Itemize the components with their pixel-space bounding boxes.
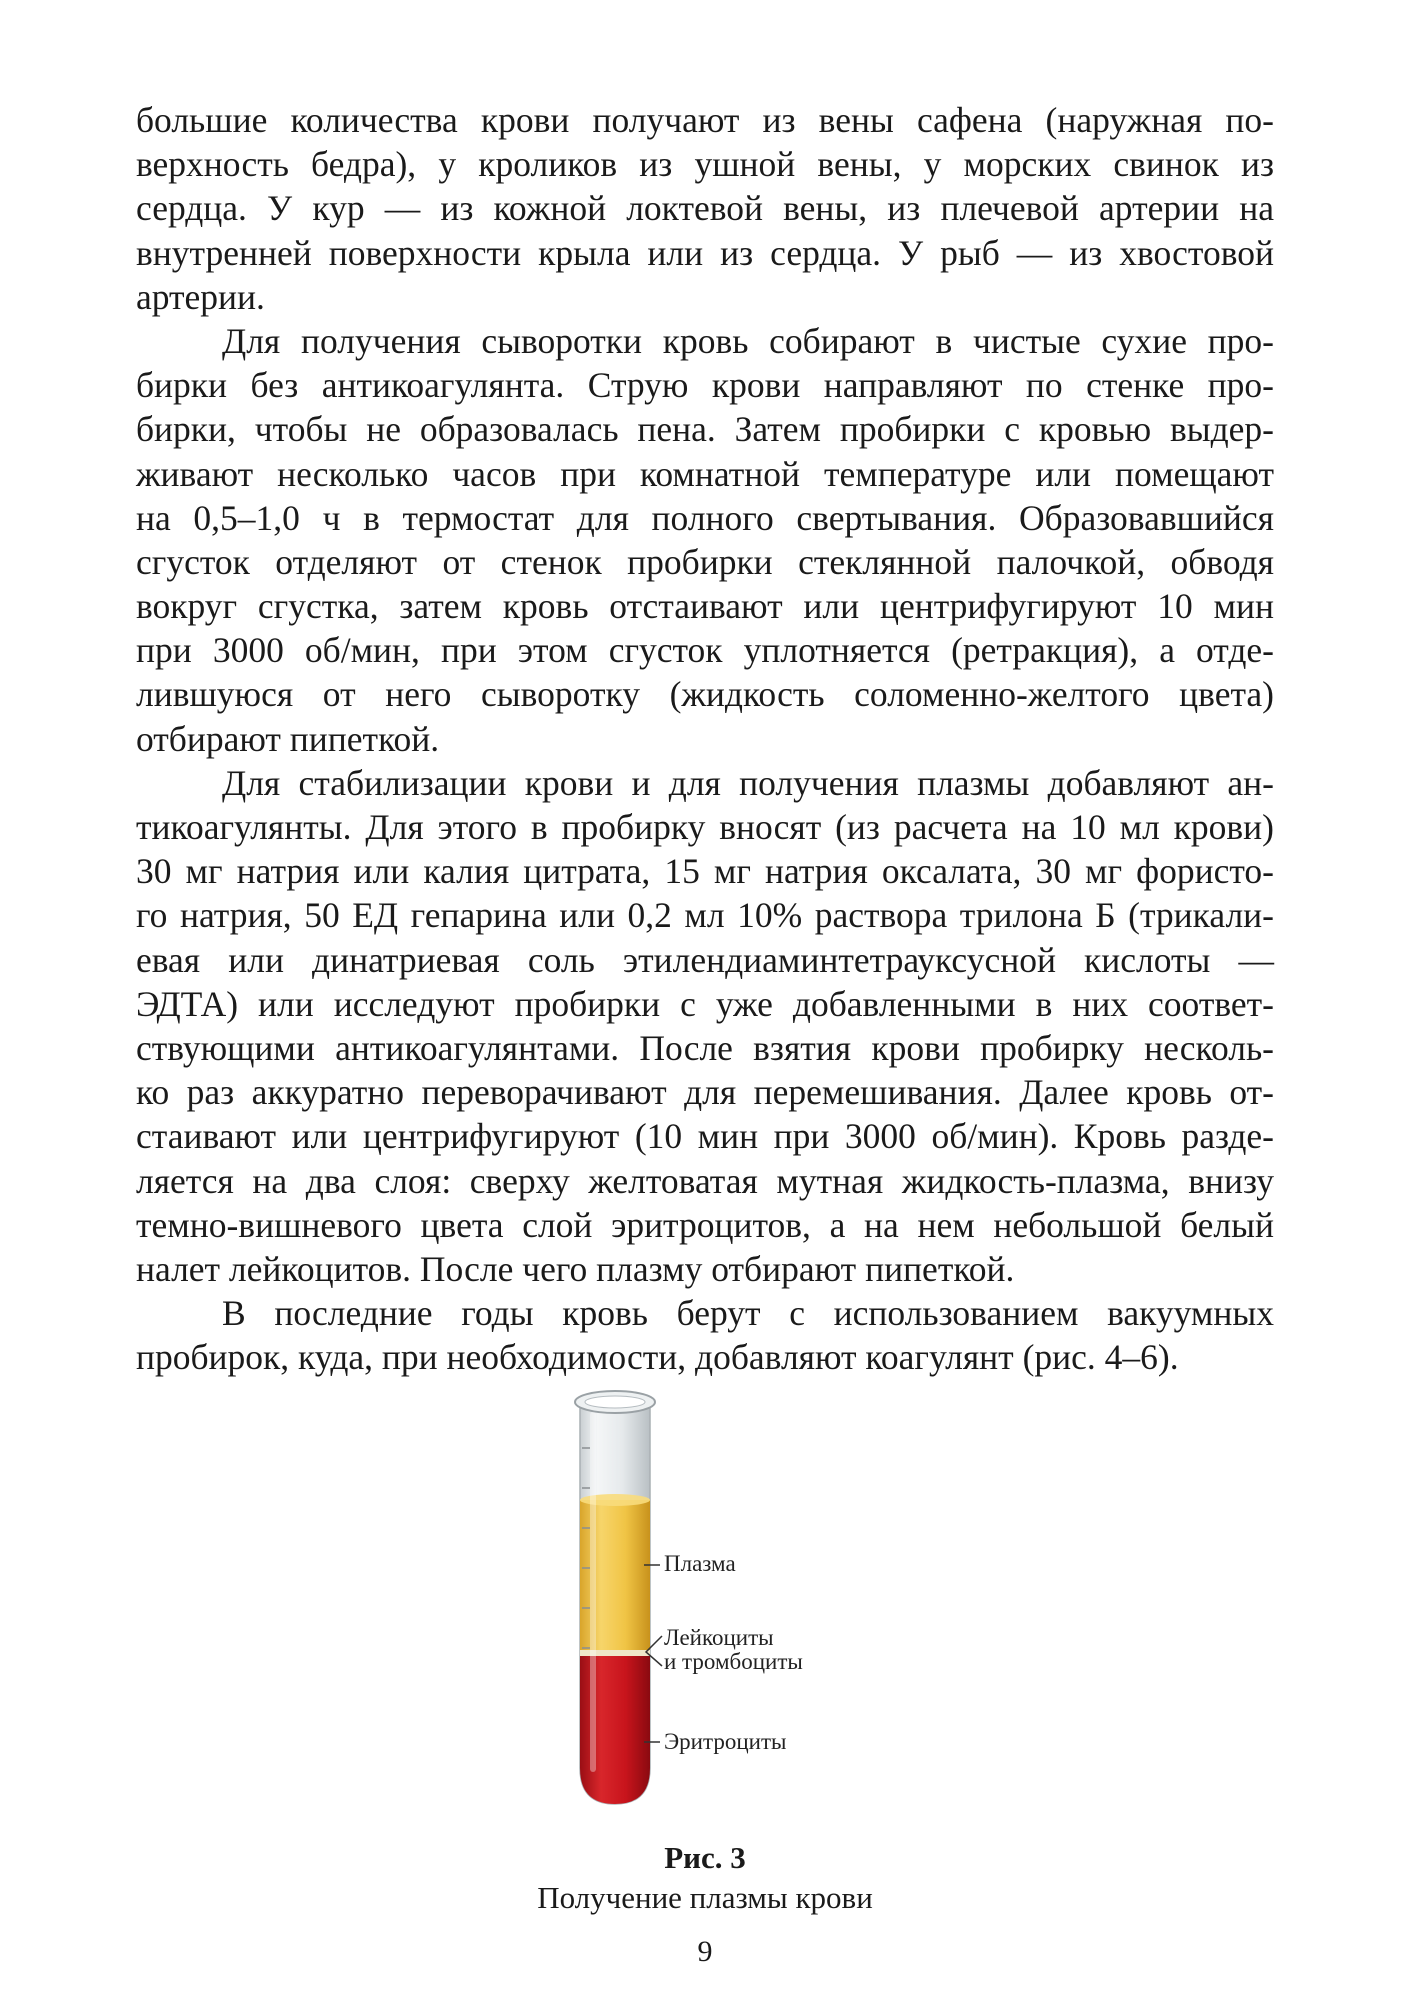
text-line: сердца. У кур — из кожной локтевой вены, из плечевой артерии на (136, 188, 1274, 229)
text-line: при 3000 об/мин, при этом сгусток уплотняется (ретракция), а отде- (136, 630, 1274, 671)
text-line: ко раз аккуратно переворачивают для перемешивания. Далее кровь от- (136, 1072, 1274, 1113)
text-line: ЭДТА) или исследуют пробирки с уже добавленными в них соответ- (136, 983, 1274, 1024)
text-line: артерии. (136, 276, 265, 317)
text-line: налет лейкоцитов. После чего плазму отбирают пипеткой. (136, 1248, 1015, 1289)
leukocytes-label: Лейкоциты (664, 1625, 774, 1650)
text-line: тикоагулянты. Для этого в пробирку вносят (из расчета на 10 мл крови) (136, 807, 1274, 847)
paragraph-3 (136, 761, 1274, 1291)
erythrocytes-label: Эритроциты (664, 1729, 787, 1754)
text-line: Для стабилизации крови и для получения плазмы добавляют ан- (222, 762, 1274, 803)
plasma-label: Плазма (664, 1551, 736, 1576)
text-line: живают несколько часов при комнатной температуре или помещают (136, 453, 1274, 494)
text-line: В последние годы кровь берут с использованием вакуумных (222, 1293, 1274, 1334)
figure-caption-title: Рис. 3 (664, 1840, 746, 1875)
text-line: го натрия, 50 ЕД гепарина или 0,2 мл 10% раствора трилона Б (трикали- (136, 895, 1274, 936)
text-line: верхность бедра), у кроликов из ушной вены, у морских свинок из (136, 144, 1274, 185)
text-line: ляется на два слоя: сверху желтоватая мутная жидкость-плазма, внизу (136, 1160, 1274, 1201)
page-body (136, 98, 1274, 1379)
text-line: ствующими антикоагулянтами. После взятия крови пробирку несколь- (136, 1027, 1274, 1068)
text-line: большие количества крови получают из вены сафена (наружная по- (136, 100, 1274, 140)
text-line: на 0,5–1,0 ч в термостат для полного свертывания. Образовавшийся (136, 497, 1274, 538)
text-line: отбирают пипеткой. (136, 718, 440, 759)
paragraph-1 (136, 98, 1274, 319)
text-line: пробирок, куда, при необходимости, добавляют коагулянт (рис. 4–6). (136, 1337, 1179, 1378)
paragraph-4 (136, 1291, 1274, 1379)
platelets-label: и тромбоциты (664, 1649, 803, 1674)
text-line: бирки без антикоагулянта. Струю крови направляют по стенке про- (136, 365, 1274, 406)
page-number: 9 (697, 1935, 713, 1968)
text-line: Для получения сыворотки кровь собирают в чистые сухие про- (222, 320, 1274, 361)
text-line: вокруг сгустка, затем кровь отстаивают или центрифугируют 10 мин (136, 586, 1274, 627)
text-line: бирки, чтобы не образовалась пена. Затем пробирки с кровью выдер- (136, 409, 1274, 450)
test-tube-figure (560, 1388, 860, 1828)
figure-caption-text: Получение плазмы крови (537, 1880, 873, 1915)
test-tube-illustration (560, 1388, 860, 1828)
text-line: стаивают или центрифугируют (10 мин при 3000 об/мин). Кровь разде- (136, 1116, 1274, 1157)
text-line: лившуюся от него сыворотку (жидкость соломенно-желтого цвета) (136, 674, 1274, 715)
text-line: темно-вишневого цвета слой эритроцитов, а на нем небольшой белый (136, 1204, 1274, 1245)
text-line: сгусток отделяют от стенок пробирки стеклянной палочкой, обводя (136, 541, 1274, 582)
paragraph-2 (136, 319, 1274, 761)
text-line: внутренней поверхности крыла или из сердца. У рыб — из хвостовой (136, 232, 1274, 273)
text-line: 30 мг натрия или калия цитрата, 15 мг натрия оксалата, 30 мг фористо- (136, 851, 1274, 892)
text-line: евая или динатриевая соль этилендиаминтетрауксусной кислоты — (136, 939, 1274, 980)
